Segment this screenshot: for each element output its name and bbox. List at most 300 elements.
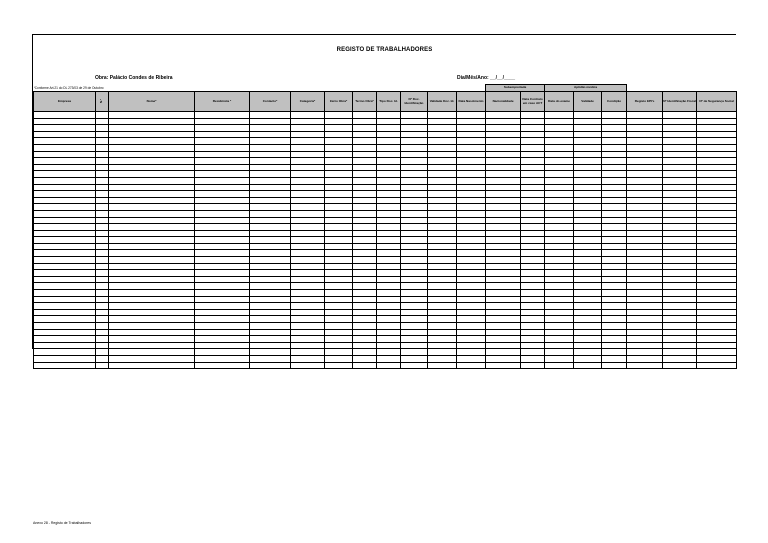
table-cell[interactable] <box>291 144 325 151</box>
table-cell[interactable] <box>545 197 574 204</box>
table-cell[interactable] <box>291 151 325 158</box>
table-cell[interactable] <box>96 171 109 178</box>
table-cell[interactable] <box>697 125 737 132</box>
table-cell[interactable] <box>545 177 574 184</box>
table-cell[interactable] <box>250 210 291 217</box>
table-cell[interactable] <box>401 303 428 310</box>
table-cell[interactable] <box>195 158 250 165</box>
table-cell[interactable] <box>486 237 521 244</box>
table-cell[interactable] <box>545 210 574 217</box>
table-cell[interactable] <box>291 349 325 356</box>
table-cell[interactable] <box>195 217 250 224</box>
table-cell[interactable] <box>574 237 602 244</box>
table-cell[interactable] <box>195 303 250 310</box>
table-cell[interactable] <box>250 230 291 237</box>
table-cell[interactable] <box>697 210 737 217</box>
table-cell[interactable] <box>96 349 109 356</box>
table-cell[interactable] <box>291 296 325 303</box>
table-cell[interactable] <box>34 164 96 171</box>
table-cell[interactable] <box>602 250 627 257</box>
table-cell[interactable] <box>291 355 325 362</box>
table-cell[interactable] <box>325 144 353 151</box>
table-cell[interactable] <box>602 309 627 316</box>
table-cell[interactable] <box>457 243 486 250</box>
table-cell[interactable] <box>109 125 195 132</box>
table-cell[interactable] <box>428 296 457 303</box>
table-cell[interactable] <box>521 303 545 310</box>
table-cell[interactable] <box>250 257 291 264</box>
table-cell[interactable] <box>521 151 545 158</box>
table-cell[interactable] <box>663 204 697 211</box>
table-cell[interactable] <box>250 237 291 244</box>
table-cell[interactable] <box>250 125 291 132</box>
table-cell[interactable] <box>697 355 737 362</box>
table-cell[interactable] <box>325 204 353 211</box>
table-cell[interactable] <box>545 191 574 198</box>
table-cell[interactable] <box>545 230 574 237</box>
table-cell[interactable] <box>250 118 291 125</box>
table-cell[interactable] <box>428 342 457 349</box>
table-cell[interactable] <box>195 276 250 283</box>
table-cell[interactable] <box>602 158 627 165</box>
table-cell[interactable] <box>428 125 457 132</box>
table-cell[interactable] <box>574 224 602 231</box>
table-cell[interactable] <box>457 138 486 145</box>
table-cell[interactable] <box>291 197 325 204</box>
table-cell[interactable] <box>697 323 737 330</box>
table-cell[interactable] <box>353 270 377 277</box>
table-cell[interactable] <box>602 230 627 237</box>
table-cell[interactable] <box>34 118 96 125</box>
table-cell[interactable] <box>377 177 401 184</box>
table-cell[interactable] <box>353 204 377 211</box>
table-cell[interactable] <box>428 250 457 257</box>
table-cell[interactable] <box>457 164 486 171</box>
table-cell[interactable] <box>195 309 250 316</box>
table-cell[interactable] <box>486 349 521 356</box>
table-cell[interactable] <box>627 283 663 290</box>
table-cell[interactable] <box>545 276 574 283</box>
table-cell[interactable] <box>109 144 195 151</box>
table-cell[interactable] <box>457 191 486 198</box>
table-cell[interactable] <box>428 151 457 158</box>
table-cell[interactable] <box>195 131 250 138</box>
table-cell[interactable] <box>486 112 521 119</box>
table-cell[interactable] <box>195 257 250 264</box>
table-cell[interactable] <box>602 296 627 303</box>
table-cell[interactable] <box>195 151 250 158</box>
table-cell[interactable] <box>602 138 627 145</box>
table-cell[interactable] <box>602 204 627 211</box>
table-cell[interactable] <box>34 191 96 198</box>
table-cell[interactable] <box>627 191 663 198</box>
table-cell[interactable] <box>353 257 377 264</box>
table-cell[interactable] <box>697 197 737 204</box>
table-cell[interactable] <box>96 224 109 231</box>
table-cell[interactable] <box>697 230 737 237</box>
table-cell[interactable] <box>428 191 457 198</box>
table-cell[interactable] <box>521 349 545 356</box>
table-cell[interactable] <box>195 250 250 257</box>
table-cell[interactable] <box>109 243 195 250</box>
table-cell[interactable] <box>401 309 428 316</box>
table-cell[interactable] <box>627 250 663 257</box>
table-cell[interactable] <box>486 296 521 303</box>
table-cell[interactable] <box>250 112 291 119</box>
table-cell[interactable] <box>521 290 545 297</box>
table-cell[interactable] <box>521 184 545 191</box>
table-cell[interactable] <box>697 184 737 191</box>
table-cell[interactable] <box>602 151 627 158</box>
table-cell[interactable] <box>34 210 96 217</box>
table-cell[interactable] <box>291 118 325 125</box>
table-cell[interactable] <box>457 197 486 204</box>
table-cell[interactable] <box>325 329 353 336</box>
table-cell[interactable] <box>291 230 325 237</box>
table-cell[interactable] <box>109 250 195 257</box>
table-cell[interactable] <box>627 349 663 356</box>
table-cell[interactable] <box>377 250 401 257</box>
table-cell[interactable] <box>486 177 521 184</box>
table-cell[interactable] <box>663 270 697 277</box>
table-cell[interactable] <box>109 217 195 224</box>
table-cell[interactable] <box>353 197 377 204</box>
table-cell[interactable] <box>401 250 428 257</box>
table-cell[interactable] <box>34 158 96 165</box>
table-cell[interactable] <box>325 237 353 244</box>
table-cell[interactable] <box>627 276 663 283</box>
table-cell[interactable] <box>457 290 486 297</box>
table-cell[interactable] <box>486 197 521 204</box>
table-cell[interactable] <box>291 177 325 184</box>
table-cell[interactable] <box>34 144 96 151</box>
table-cell[interactable] <box>325 323 353 330</box>
table-cell[interactable] <box>291 336 325 343</box>
table-cell[interactable] <box>545 204 574 211</box>
table-cell[interactable] <box>697 316 737 323</box>
table-cell[interactable] <box>627 151 663 158</box>
table-cell[interactable] <box>574 184 602 191</box>
table-cell[interactable] <box>291 290 325 297</box>
table-cell[interactable] <box>697 237 737 244</box>
table-cell[interactable] <box>325 349 353 356</box>
table-cell[interactable] <box>574 131 602 138</box>
table-cell[interactable] <box>377 270 401 277</box>
table-cell[interactable] <box>377 151 401 158</box>
table-cell[interactable] <box>34 362 96 369</box>
table-cell[interactable] <box>109 355 195 362</box>
table-cell[interactable] <box>486 257 521 264</box>
table-cell[interactable] <box>602 329 627 336</box>
table-cell[interactable] <box>602 210 627 217</box>
table-cell[interactable] <box>486 230 521 237</box>
table-cell[interactable] <box>195 125 250 132</box>
table-cell[interactable] <box>486 171 521 178</box>
table-cell[interactable] <box>325 158 353 165</box>
table-cell[interactable] <box>697 118 737 125</box>
table-cell[interactable] <box>325 296 353 303</box>
table-cell[interactable] <box>377 283 401 290</box>
table-cell[interactable] <box>574 243 602 250</box>
table-cell[interactable] <box>602 336 627 343</box>
table-cell[interactable] <box>325 217 353 224</box>
table-cell[interactable] <box>109 112 195 119</box>
table-cell[interactable] <box>250 276 291 283</box>
table-cell[interactable] <box>96 276 109 283</box>
table-cell[interactable] <box>663 171 697 178</box>
table-cell[interactable] <box>486 224 521 231</box>
table-cell[interactable] <box>602 362 627 369</box>
table-cell[interactable] <box>291 217 325 224</box>
table-cell[interactable] <box>486 138 521 145</box>
table-cell[interactable] <box>627 329 663 336</box>
table-cell[interactable] <box>195 112 250 119</box>
table-cell[interactable] <box>250 316 291 323</box>
table-cell[interactable] <box>663 191 697 198</box>
table-cell[interactable] <box>486 336 521 343</box>
table-cell[interactable] <box>353 191 377 198</box>
table-cell[interactable] <box>109 257 195 264</box>
table-cell[interactable] <box>325 316 353 323</box>
table-cell[interactable] <box>627 125 663 132</box>
table-cell[interactable] <box>377 362 401 369</box>
table-cell[interactable] <box>195 283 250 290</box>
table-cell[interactable] <box>574 125 602 132</box>
table-cell[interactable] <box>545 224 574 231</box>
table-cell[interactable] <box>521 204 545 211</box>
table-cell[interactable] <box>457 204 486 211</box>
table-cell[interactable] <box>663 197 697 204</box>
table-cell[interactable] <box>627 237 663 244</box>
table-cell[interactable] <box>602 224 627 231</box>
table-cell[interactable] <box>109 197 195 204</box>
table-cell[interactable] <box>325 276 353 283</box>
table-cell[interactable] <box>627 131 663 138</box>
table-cell[interactable] <box>457 283 486 290</box>
table-cell[interactable] <box>96 362 109 369</box>
table-cell[interactable] <box>486 118 521 125</box>
table-cell[interactable] <box>663 329 697 336</box>
table-cell[interactable] <box>602 171 627 178</box>
table-cell[interactable] <box>325 362 353 369</box>
table-cell[interactable] <box>486 144 521 151</box>
table-cell[interactable] <box>545 112 574 119</box>
table-cell[interactable] <box>627 204 663 211</box>
table-cell[interactable] <box>109 184 195 191</box>
table-cell[interactable] <box>545 171 574 178</box>
table-cell[interactable] <box>353 290 377 297</box>
table-cell[interactable] <box>353 342 377 349</box>
table-cell[interactable] <box>195 184 250 191</box>
table-cell[interactable] <box>545 217 574 224</box>
table-cell[interactable] <box>663 349 697 356</box>
table-cell[interactable] <box>325 303 353 310</box>
table-cell[interactable] <box>697 131 737 138</box>
table-cell[interactable] <box>353 309 377 316</box>
table-cell[interactable] <box>602 237 627 244</box>
table-cell[interactable] <box>428 303 457 310</box>
table-cell[interactable] <box>377 118 401 125</box>
table-cell[interactable] <box>457 177 486 184</box>
table-cell[interactable] <box>34 257 96 264</box>
table-cell[interactable] <box>428 118 457 125</box>
table-cell[interactable] <box>545 158 574 165</box>
table-cell[interactable] <box>521 355 545 362</box>
table-cell[interactable] <box>325 184 353 191</box>
table-cell[interactable] <box>401 177 428 184</box>
table-cell[interactable] <box>627 138 663 145</box>
table-cell[interactable] <box>109 263 195 270</box>
table-cell[interactable] <box>96 230 109 237</box>
table-cell[interactable] <box>457 349 486 356</box>
table-cell[interactable] <box>325 230 353 237</box>
table-cell[interactable] <box>195 355 250 362</box>
table-cell[interactable] <box>457 151 486 158</box>
table-cell[interactable] <box>457 184 486 191</box>
table-cell[interactable] <box>34 237 96 244</box>
table-cell[interactable] <box>109 329 195 336</box>
table-cell[interactable] <box>377 171 401 178</box>
table-cell[interactable] <box>627 224 663 231</box>
table-cell[interactable] <box>627 303 663 310</box>
table-cell[interactable] <box>486 342 521 349</box>
table-cell[interactable] <box>545 349 574 356</box>
table-cell[interactable] <box>250 303 291 310</box>
table-cell[interactable] <box>250 336 291 343</box>
table-cell[interactable] <box>663 290 697 297</box>
table-cell[interactable] <box>457 296 486 303</box>
table-cell[interactable] <box>697 171 737 178</box>
table-cell[interactable] <box>627 270 663 277</box>
table-cell[interactable] <box>574 250 602 257</box>
table-cell[interactable] <box>96 191 109 198</box>
table-cell[interactable] <box>486 323 521 330</box>
table-cell[interactable] <box>521 329 545 336</box>
table-cell[interactable] <box>34 270 96 277</box>
table-cell[interactable] <box>521 323 545 330</box>
table-cell[interactable] <box>574 323 602 330</box>
table-cell[interactable] <box>291 270 325 277</box>
table-cell[interactable] <box>353 362 377 369</box>
table-cell[interactable] <box>353 224 377 231</box>
table-cell[interactable] <box>428 184 457 191</box>
table-cell[interactable] <box>325 224 353 231</box>
table-cell[interactable] <box>574 257 602 264</box>
table-cell[interactable] <box>401 276 428 283</box>
table-cell[interactable] <box>457 316 486 323</box>
table-cell[interactable] <box>574 158 602 165</box>
table-cell[interactable] <box>96 184 109 191</box>
table-cell[interactable] <box>457 270 486 277</box>
table-cell[interactable] <box>291 303 325 310</box>
table-cell[interactable] <box>195 362 250 369</box>
table-cell[interactable] <box>457 158 486 165</box>
table-cell[interactable] <box>663 362 697 369</box>
table-cell[interactable] <box>325 342 353 349</box>
table-cell[interactable] <box>401 131 428 138</box>
table-cell[interactable] <box>545 243 574 250</box>
table-cell[interactable] <box>602 263 627 270</box>
table-cell[interactable] <box>428 323 457 330</box>
table-cell[interactable] <box>195 204 250 211</box>
table-cell[interactable] <box>377 296 401 303</box>
table-cell[interactable] <box>109 177 195 184</box>
table-cell[interactable] <box>195 197 250 204</box>
table-cell[interactable] <box>602 191 627 198</box>
table-cell[interactable] <box>428 283 457 290</box>
table-cell[interactable] <box>428 204 457 211</box>
table-cell[interactable] <box>627 197 663 204</box>
table-cell[interactable] <box>353 296 377 303</box>
table-cell[interactable] <box>377 336 401 343</box>
table-cell[interactable] <box>697 250 737 257</box>
table-cell[interactable] <box>697 263 737 270</box>
table-cell[interactable] <box>195 263 250 270</box>
table-cell[interactable] <box>325 257 353 264</box>
table-cell[interactable] <box>457 171 486 178</box>
table-cell[interactable] <box>109 296 195 303</box>
table-cell[interactable] <box>697 290 737 297</box>
table-cell[interactable] <box>401 184 428 191</box>
table-cell[interactable] <box>574 204 602 211</box>
table-cell[interactable] <box>109 270 195 277</box>
table-cell[interactable] <box>250 164 291 171</box>
table-cell[interactable] <box>109 303 195 310</box>
table-cell[interactable] <box>325 197 353 204</box>
table-cell[interactable] <box>428 164 457 171</box>
table-cell[interactable] <box>291 309 325 316</box>
table-cell[interactable] <box>34 112 96 119</box>
table-cell[interactable] <box>521 112 545 119</box>
table-cell[interactable] <box>602 257 627 264</box>
table-cell[interactable] <box>377 217 401 224</box>
table-cell[interactable] <box>545 283 574 290</box>
table-cell[interactable] <box>96 210 109 217</box>
table-cell[interactable] <box>96 144 109 151</box>
table-cell[interactable] <box>250 362 291 369</box>
table-cell[interactable] <box>697 224 737 231</box>
table-cell[interactable] <box>574 296 602 303</box>
table-cell[interactable] <box>250 191 291 198</box>
table-cell[interactable] <box>109 164 195 171</box>
table-cell[interactable] <box>697 164 737 171</box>
table-cell[interactable] <box>697 204 737 211</box>
table-cell[interactable] <box>291 237 325 244</box>
table-cell[interactable] <box>545 362 574 369</box>
table-cell[interactable] <box>521 276 545 283</box>
table-cell[interactable] <box>291 257 325 264</box>
table-cell[interactable] <box>627 184 663 191</box>
table-cell[interactable] <box>486 243 521 250</box>
table-cell[interactable] <box>627 210 663 217</box>
table-cell[interactable] <box>574 230 602 237</box>
table-cell[interactable] <box>195 177 250 184</box>
table-cell[interactable] <box>697 362 737 369</box>
table-cell[interactable] <box>697 257 737 264</box>
table-cell[interactable] <box>195 323 250 330</box>
table-cell[interactable] <box>457 257 486 264</box>
table-cell[interactable] <box>195 118 250 125</box>
table-cell[interactable] <box>353 349 377 356</box>
table-cell[interactable] <box>602 349 627 356</box>
table-cell[interactable] <box>291 138 325 145</box>
table-cell[interactable] <box>291 191 325 198</box>
table-cell[interactable] <box>401 224 428 231</box>
table-cell[interactable] <box>663 184 697 191</box>
table-cell[interactable] <box>377 329 401 336</box>
table-cell[interactable] <box>34 243 96 250</box>
table-cell[interactable] <box>34 263 96 270</box>
